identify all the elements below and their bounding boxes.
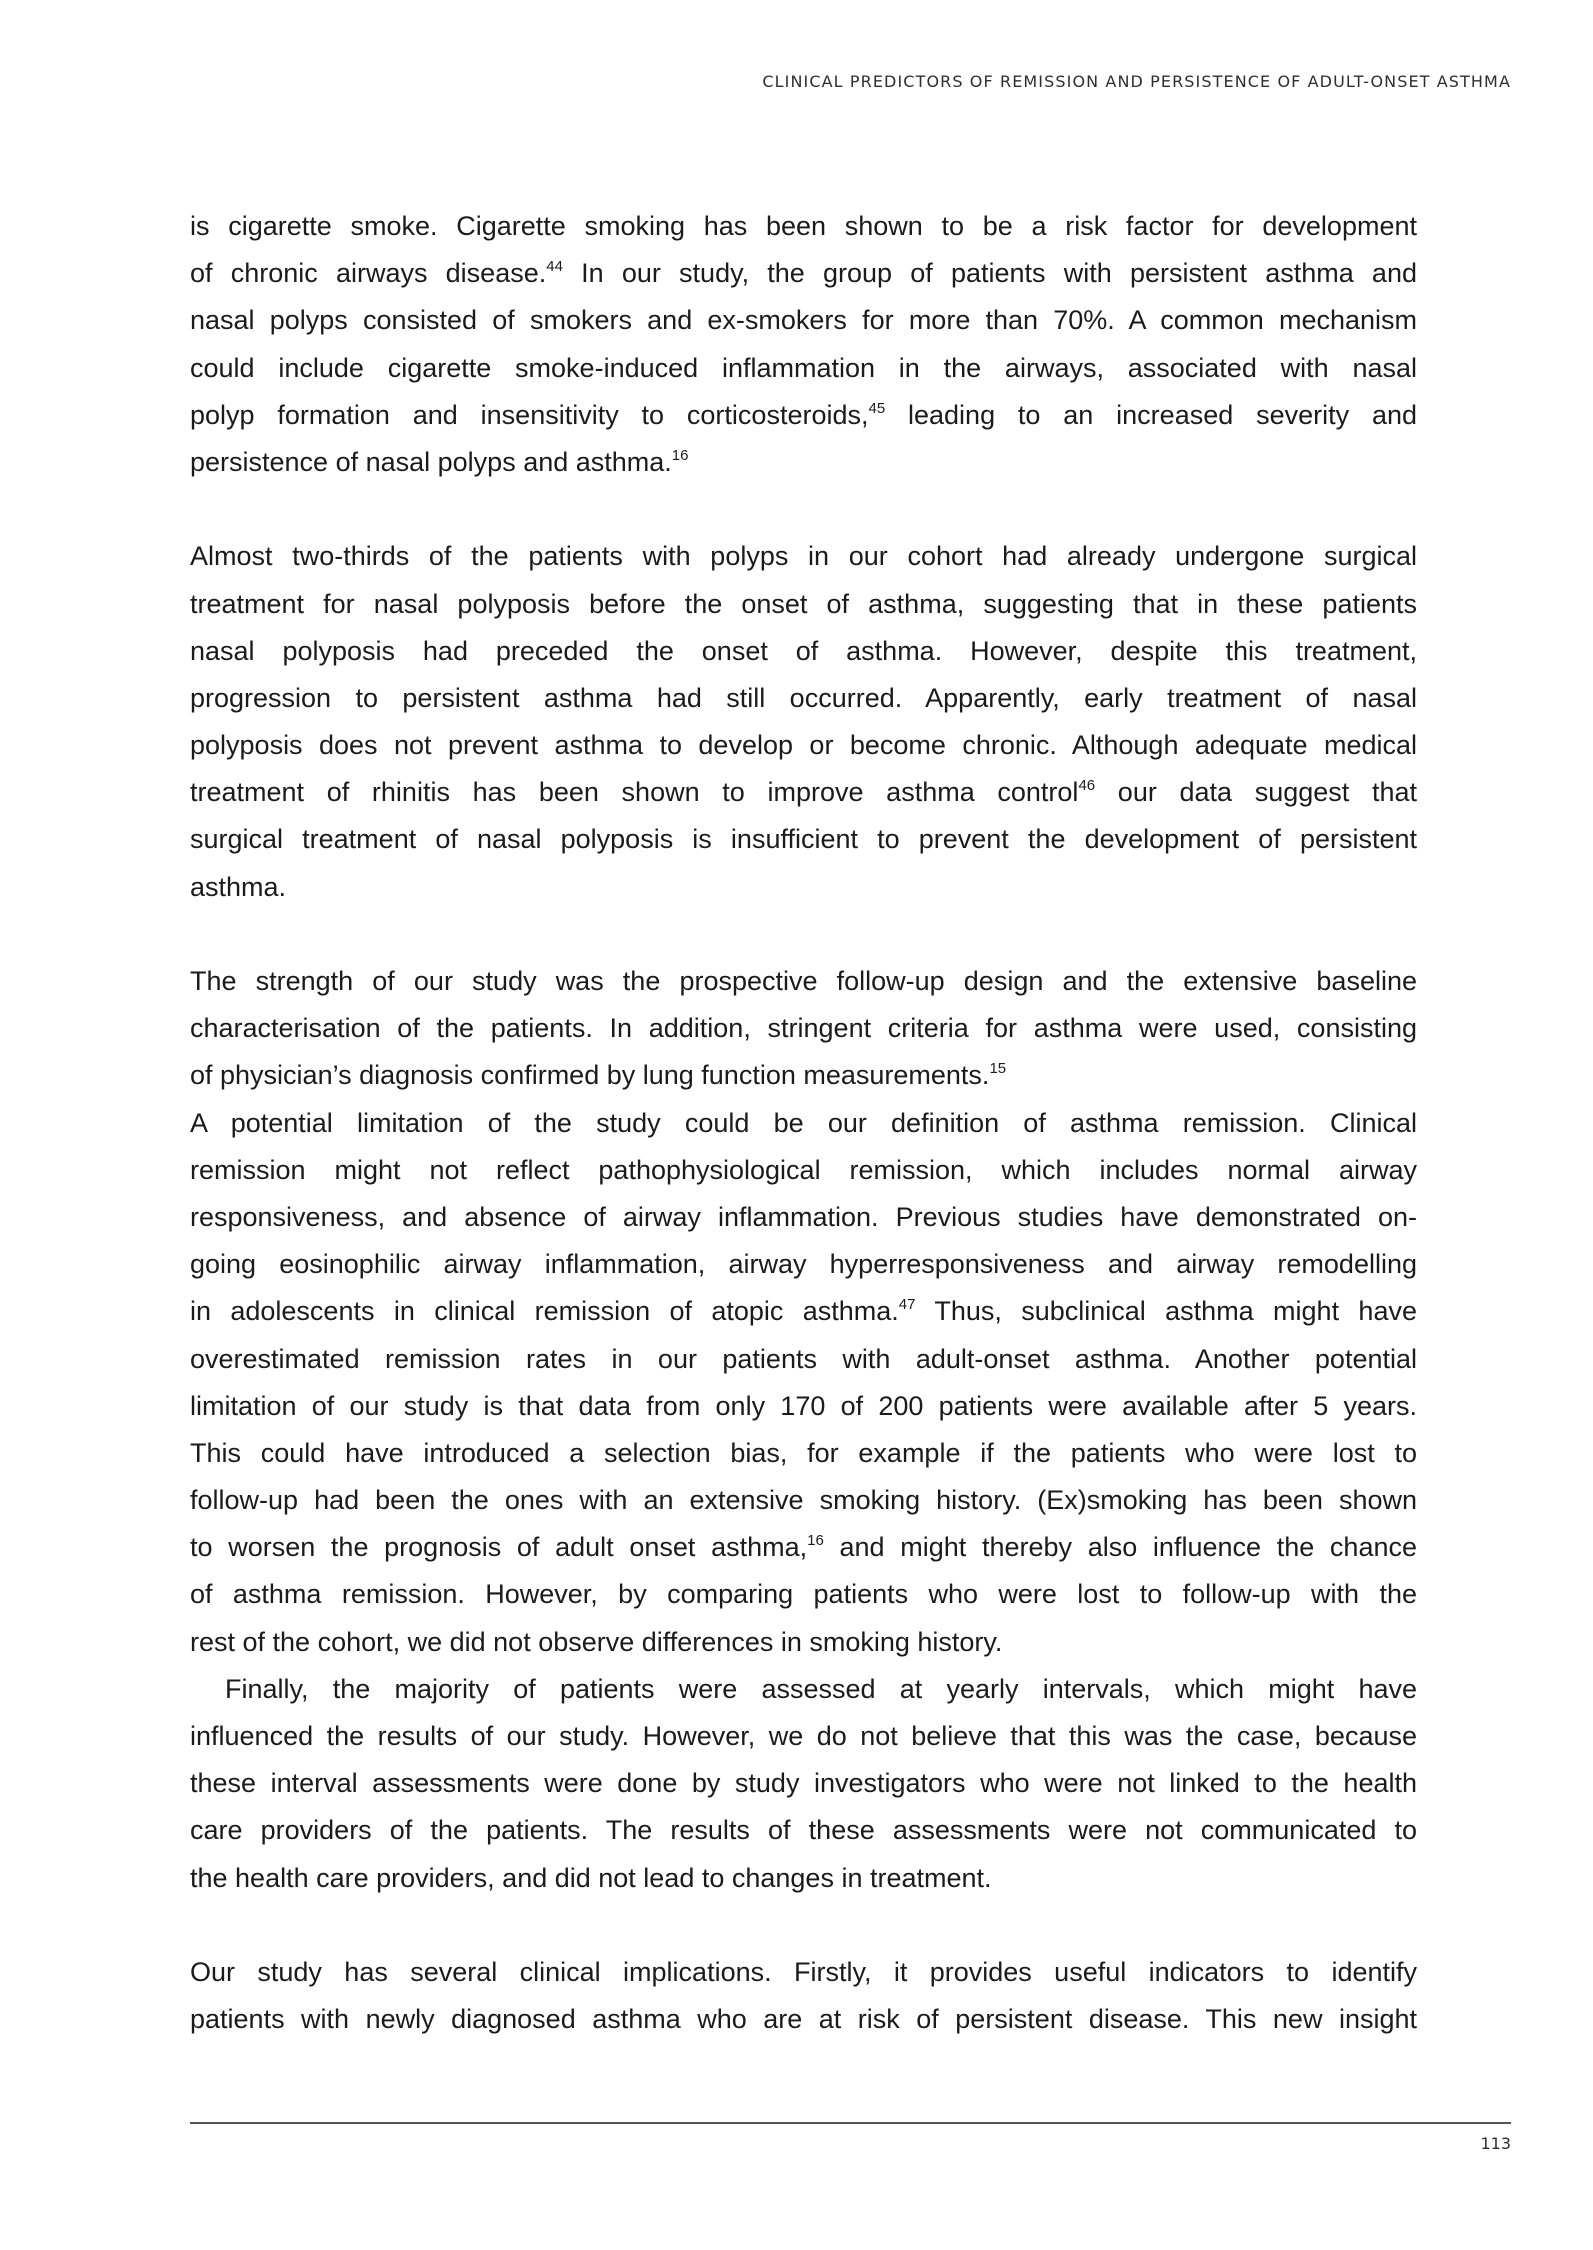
text-run: overestimated remission rates in our patients with adult-onset asthma. Another potential: [190, 1343, 1417, 1374]
text-line-content: [190, 864, 286, 911]
text-line: [190, 722, 1417, 769]
text-line-content: [190, 1194, 1417, 1241]
text-line-content: [190, 1571, 1417, 1618]
text-line-content: [190, 675, 1417, 722]
text-line: [190, 1855, 1417, 1902]
text-run: follow-up had been the ones with an extensive smoking history. (Ex)smoking has been shown: [190, 1485, 1417, 1516]
text-line: [190, 581, 1417, 628]
text-line-content: [190, 1807, 1417, 1854]
paragraph: [190, 203, 1417, 486]
text-line: [190, 816, 1417, 863]
text-run: influenced the results of our study. However, we do not believe that this was the case, because: [190, 1721, 1417, 1751]
text-line-content: [190, 392, 1417, 439]
text-run: could include cigarette smoke-induced inflammation in the airways, associated with nasal: [190, 352, 1417, 383]
text-line-content: [190, 581, 1417, 628]
text-line-content: [190, 1100, 1417, 1147]
text-line-content: [190, 1477, 1417, 1524]
text-line: [190, 1336, 1417, 1383]
text-line-content: [190, 1760, 1417, 1807]
text-line-content: [190, 1996, 1417, 2043]
paragraph: [190, 958, 1417, 1100]
paragraph: [190, 1666, 1417, 1902]
citation-superscript: 15: [989, 1060, 1007, 1078]
text-line-content: [190, 628, 1417, 675]
text-line: [190, 958, 1417, 1005]
text-run: patients with newly diagnosed asthma who are at risk of persistent disease. This new insight: [190, 2004, 1417, 2035]
text-run: our data suggest that: [1095, 777, 1417, 808]
text-line-content: [190, 250, 1417, 297]
text-run: nasal polyps consisted of smokers and ex-smokers for more than 70%. A common mechanism: [190, 305, 1417, 336]
paragraph-gap: [190, 486, 1417, 533]
text-line: [190, 439, 1417, 486]
text-run: Thus, subclinical asthma might have: [915, 1296, 1417, 1327]
text-line-content: [190, 1005, 1417, 1052]
citation-superscript: 16: [671, 446, 689, 464]
text-run: A potential limitation of the study could be our definition of asthma remission. Clinical: [190, 1107, 1417, 1138]
text-run: responsiveness, and absence of airway inflammation. Previous studies have demonstrated on-: [190, 1201, 1417, 1232]
text-run: Almost two-thirds of the patients with polyps in our cohort had already undergone surgical: [190, 541, 1417, 572]
text-line: [190, 1619, 1417, 1666]
text-run: Finally, the majority of patients were assessed at yearly intervals, which might have: [225, 1673, 1417, 1704]
text-run: persistence of nasal polyps and asthma.: [190, 446, 672, 477]
text-run: progression to persistent asthma had still occurred. Apparently, early treatment of nasal: [190, 682, 1417, 713]
text-run: care providers of the patients. The results of these assessments were not communicated to: [190, 1815, 1417, 1846]
text-run: limitation of our study is that data from only 170 of 200 patients were available after 5 years.: [190, 1390, 1417, 1421]
text-line-content: [190, 297, 1417, 344]
text-line: [190, 675, 1417, 722]
text-line-content: [225, 1666, 1417, 1713]
text-run: is cigarette smoke. Cigarette smoking has been shown to be a risk factor for development: [190, 211, 1417, 241]
text-line-content: [190, 1383, 1417, 1430]
text-line: [190, 1194, 1417, 1241]
text-run: treatment of rhinitis has been shown to improve asthma control: [190, 777, 1079, 808]
text-line: [190, 1996, 1417, 2043]
text-line: [190, 1383, 1417, 1430]
text-line: [190, 1052, 1417, 1099]
text-line: [190, 392, 1417, 439]
text-run: and might thereby also influence the chance: [823, 1532, 1417, 1563]
text-line: [190, 1949, 1417, 1996]
text-run: remission might not reflect pathophysiological remission, which includes normal airway: [190, 1154, 1417, 1185]
text-line: [190, 1100, 1417, 1147]
paragraph: [190, 1949, 1417, 2043]
text-line-content: [190, 1619, 1002, 1666]
text-line: [190, 250, 1417, 297]
text-line: [190, 297, 1417, 344]
text-line: [190, 628, 1417, 675]
text-line-content: [190, 203, 1417, 250]
text-line: [190, 1147, 1417, 1194]
text-line-content: [190, 1241, 1417, 1288]
text-line-content: [190, 722, 1417, 769]
text-run: leading to an increased severity and: [885, 399, 1417, 430]
text-line: [190, 533, 1417, 580]
citation-superscript: 44: [546, 258, 563, 276]
citation-superscript: 46: [1078, 777, 1096, 795]
text-run: these interval assessments were done by study investigators who were not linked to the health: [190, 1768, 1417, 1799]
text-line: [190, 1288, 1417, 1335]
text-run: polyposis does not prevent asthma to develop or become chronic. Although adequate medical: [190, 730, 1417, 761]
text-line-content: [190, 533, 1417, 580]
text-run: Our study has several clinical implications. Firstly, it provides useful indicators to identify: [190, 1956, 1417, 1987]
text-line: [190, 1666, 1417, 1713]
text-run: The strength of our study was the prospective follow-up design and the extensive baseline: [190, 966, 1417, 996]
text-run: of physician’s diagnosis confirmed by lung function measurements.: [190, 1060, 990, 1091]
running-head-title: CLINICAL PREDICTORS OF REMISSION AND PERSISTENCE OF ADULT-ONSET ASTHMA: [762, 72, 1511, 91]
text-line-content: [190, 1524, 1417, 1571]
page-number: 113: [1480, 2134, 1511, 2153]
text-run: characterisation of the patients. In addition, stringent criteria for asthma were used, consisting: [190, 1013, 1417, 1044]
text-run: of asthma remission. However, by comparing patients who were lost to follow-up with the: [190, 1579, 1417, 1610]
text-line-content: [190, 1430, 1417, 1477]
text-run: treatment for nasal polyposis before the onset of asthma, suggesting that in these patients: [190, 588, 1417, 619]
text-line-content: [190, 1288, 1417, 1335]
text-line-content: [190, 345, 1417, 392]
text-line-content: [190, 1052, 1006, 1099]
text-line: [190, 1807, 1417, 1854]
text-run: nasal polyposis had preceded the onset of asthma. However, despite this treatment,: [190, 635, 1417, 666]
footer-divider: [190, 2122, 1511, 2124]
text-line: [190, 1005, 1417, 1052]
text-run: In our study, the group of patients with persistent asthma and: [562, 258, 1417, 289]
text-line-content: [190, 816, 1417, 863]
text-line-content: [190, 439, 688, 486]
text-line-content: [190, 1147, 1417, 1194]
text-run: the health care providers, and did not lead to changes in treatment.: [190, 1862, 992, 1893]
text-line-content: [190, 958, 1417, 1005]
text-line-content: [190, 769, 1417, 816]
text-line: [190, 864, 1417, 911]
text-line: [190, 769, 1417, 816]
citation-superscript: 45: [868, 399, 886, 417]
text-line: [190, 1713, 1417, 1760]
text-run: polyp formation and insensitivity to corticosteroids,: [190, 399, 869, 430]
body-text: [190, 203, 1417, 2043]
text-line: [190, 1241, 1417, 1288]
text-run: in adolescents in clinical remission of atopic asthma.: [190, 1296, 899, 1327]
paragraph-gap: [190, 911, 1417, 958]
text-line-content: [190, 1336, 1417, 1383]
text-run: going eosinophilic airway inflammation, airway hyperresponsiveness and airway remodelling: [190, 1249, 1417, 1280]
text-line-content: [190, 1949, 1417, 1996]
text-line: [190, 203, 1417, 250]
text-run: This could have introduced a selection bias, for example if the patients who were lost to: [190, 1437, 1417, 1468]
text-line-content: [190, 1855, 992, 1902]
text-line: [190, 1477, 1417, 1524]
text-line: [190, 345, 1417, 392]
text-line: [190, 1430, 1417, 1477]
citation-superscript: 16: [807, 1532, 824, 1550]
text-run: to worsen the prognosis of adult onset asthma,: [190, 1532, 808, 1563]
text-run: rest of the cohort, we did not observe differences in smoking history.: [190, 1626, 1003, 1657]
paragraph-gap: [190, 1902, 1417, 1949]
citation-superscript: 47: [898, 1296, 916, 1314]
paragraph: [190, 533, 1417, 911]
text-run: surgical treatment of nasal polyposis is insufficient to prevent the development of persistent: [190, 824, 1417, 855]
text-line: [190, 1524, 1417, 1571]
text-line: [190, 1571, 1417, 1618]
text-line: [190, 1760, 1417, 1807]
text-run: asthma.: [190, 871, 287, 902]
text-line-content: [190, 1713, 1417, 1760]
paragraph: [190, 1100, 1417, 1666]
text-run: of chronic airways disease.: [190, 258, 547, 289]
